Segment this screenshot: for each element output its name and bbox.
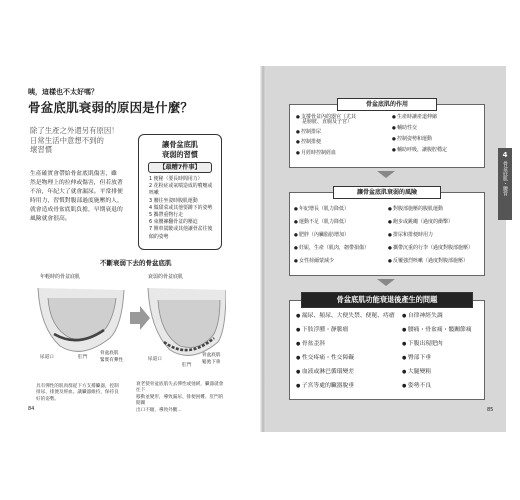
habit-item: 7 開車駕駛或其他讓骨盆往後 — [149, 226, 213, 233]
label-anus-right: 肛門 — [182, 363, 192, 368]
problem-item: ● 腰痛・骨盆痛・髖關節痛 — [402, 327, 472, 334]
risk-item: ● 對腹部施壓的腹肌運動 — [388, 206, 443, 213]
label-muscle-right: 骨盆底肌 — [202, 353, 221, 358]
figure-left-label: 年輕時的骨盆底肌 — [40, 274, 81, 280]
habits-box — [138, 134, 222, 250]
function-item: ● 控制排便 — [296, 139, 321, 146]
risk-item: ● 肥胖（內臟脂肪增加） — [294, 232, 349, 239]
caption-line: 排尿、排便及經血。讓臟器維持，保持良 — [36, 390, 119, 396]
habit-item: 2 花粉症或氣喘造成的噴嚏或 — [149, 183, 213, 190]
risk-box-title: 讓骨盆底肌衰弱的風險 — [333, 186, 441, 199]
chapter-tab-text: 骨盆底肌・腰背 — [502, 161, 508, 196]
book-gutter — [260, 66, 266, 432]
chapter-tab — [498, 148, 512, 220]
function-box-title: 骨盆底肌的作用 — [337, 98, 437, 111]
label-muscle-state-left: 緊實有彈性 — [100, 358, 123, 363]
page-number-left: 84 — [28, 406, 35, 412]
habit-item: 6 束腰褲翻骨盆的壓迫 — [149, 219, 198, 226]
risk-item: ● 年紀增長（肌力降低） — [294, 206, 349, 213]
down-arrow-icon — [377, 171, 395, 178]
habits-badge: 【最糟7件事】 — [148, 162, 212, 173]
figure-right-label: 衰弱的骨盆底肌 — [148, 274, 184, 280]
label-muscle-state-right: 鬆弛下垂 — [202, 360, 221, 365]
problem-item: ● 骨盆歪斜 — [296, 341, 325, 348]
problem-item: ● 臀部下垂 — [402, 355, 431, 362]
chapter-tab-number: 4 — [502, 151, 508, 159]
caption-line: 具有彈性的肌肉群從下方支撐臟器，控制 — [36, 384, 119, 389]
subheading — [30, 126, 130, 155]
subheading-line: 壞習慣 — [30, 145, 53, 155]
risk-item: ● 女性荷爾蒙減少 — [294, 258, 334, 265]
pelvic-floor-illustration — [30, 268, 226, 370]
label-urethra-left: 尿道口 — [40, 355, 54, 360]
problem-item: ● 自律神經失調 — [402, 313, 443, 320]
habit-item: 咳嗽 — [149, 190, 159, 197]
function-item: ● 控制排尿 — [296, 129, 321, 136]
habits-title-line: 讓骨盆底肌 — [162, 140, 198, 149]
label-anus-left: 肛門 — [78, 355, 88, 360]
function-item: ● 支撐骨盆內的器官（尤其 — [296, 114, 356, 121]
label-urethra-right: 尿道口 — [148, 357, 162, 362]
risk-item: ● 反覆強烈咳嗽（過度對腹部施壓） — [388, 258, 468, 265]
problem-item: ● 大腿變粗 — [402, 369, 431, 376]
transition-arrow-icon — [130, 306, 150, 330]
caption-line: 出口不順，導致外觀... — [136, 407, 182, 413]
risk-item: ● 跑步或跳繩（過度的衝擊） — [388, 219, 453, 226]
habit-item: 傾的姿勢 — [149, 233, 169, 240]
problem-item: ● 下肢浮腫・靜脈瘤 — [296, 327, 348, 334]
risk-item: ● 排尿和排便時用力 — [388, 232, 433, 239]
body-line: 生產確實會帶給骨盆底肌傷害，雖 — [30, 171, 117, 177]
function-item-cont: 是膀胱、直腸及子宮） — [302, 119, 353, 125]
habit-item: 4 做甜菜或其他要蹲下的姿勢 — [149, 204, 213, 211]
function-item: ● 月經時控制經血 — [296, 150, 336, 157]
caption-right — [136, 382, 226, 414]
caption-line: 移動並變形，導致漏尿、排便困難、肛門的開關 — [136, 394, 224, 407]
body-line: 就會造成骨盆底肌負擔，早期衰退的 — [30, 207, 123, 213]
function-item: ● 輔助性交 — [392, 125, 417, 132]
function-item: ● 輔助呼吸，讓腹腔穩定 — [392, 147, 447, 154]
habit-item: 1 便秘（要長時間用力） — [149, 176, 203, 182]
body-text — [30, 170, 132, 224]
pelvis-diagram — [30, 268, 226, 370]
kicker: 咦，這樣也不太好嗎？ — [28, 88, 98, 96]
body-line: 不治，年紀大了就會漏尿。平常排便 — [30, 189, 123, 195]
problem-item: ● 漏尿、頻尿、大便失禁、便秘、痔瘡 — [296, 313, 395, 320]
label-muscle-left: 骨盆底肌 — [100, 351, 119, 356]
problem-box-title: 骨盆底肌功能衰退後產生的問題 — [301, 292, 473, 308]
habit-item: 5 攜帶重物行走 — [149, 212, 184, 219]
body-line: 風險就會很高。 — [30, 216, 71, 222]
risk-item: ● 攜帶沉重的行李（過度對腹部施壓） — [388, 245, 473, 252]
function-item: ● 控制姿勢和運動 — [392, 136, 432, 143]
habit-item: 3 腰往坐姿時腹肌運動 — [149, 197, 198, 204]
problem-item: ● 性交疼痛・性交障礙 — [296, 355, 354, 362]
problem-item: ● 下腹出現肥肉 — [402, 341, 443, 348]
page-title: 骨盆底肌衰弱的原因是什麼？ — [28, 100, 194, 115]
problem-item: ● 姿勢不良 — [402, 383, 431, 390]
habits-title-line: 衰弱的習慣 — [162, 149, 198, 159]
function-item: ● 生產時讓產道伸縮 — [392, 114, 437, 121]
caption-line: 好的姿勢。 — [36, 396, 59, 402]
caption-left — [36, 384, 126, 403]
risk-item: ● 運動不足（肌力降低） — [294, 219, 349, 226]
body-line: 然是物理上的拉伸或傷害，但若放著 — [30, 180, 123, 186]
down-arrow-icon — [377, 279, 395, 286]
problem-item: ● 血液或淋巴循環變差 — [296, 369, 354, 376]
figure-title: 不斷衰弱下去的骨盆底肌 — [100, 259, 172, 267]
page-number-right: 85 — [487, 407, 494, 413]
subheading-line: 日常生活中意想不到的 — [30, 135, 104, 145]
subheading-line: 除了生產之外還另有原因！ — [30, 126, 119, 135]
body-line: 時用力，習慣對腹部過度施壓的人， — [30, 198, 123, 204]
risk-item: ● 妊娠，生產（肌肉，韌帶損傷） — [294, 245, 369, 252]
caption-line: 衰老使骨盆底肌失去彈性或弛緩，臟器就會往下 — [136, 382, 224, 394]
problem-item: ● 子宮等處的臟器脫垂 — [296, 383, 354, 390]
habits-title — [139, 140, 221, 159]
